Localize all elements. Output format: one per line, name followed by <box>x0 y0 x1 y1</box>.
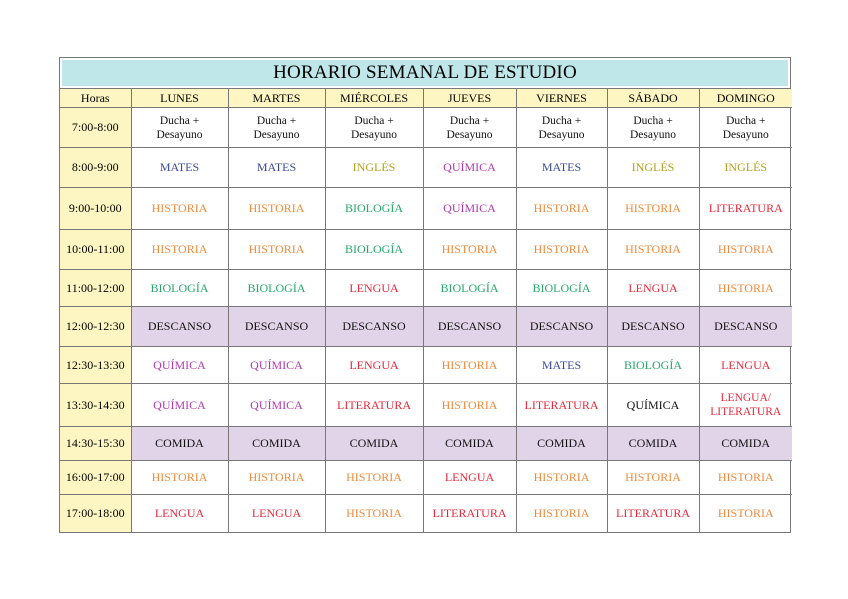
schedule-cell: INGLÉS <box>699 148 792 188</box>
schedule-cell: HISTORIA <box>516 230 607 270</box>
schedule-cell: HISTORIA <box>699 495 792 532</box>
hour-cell: 17:00-18:00 <box>60 495 131 532</box>
schedule-cell: HISTORIA <box>131 188 228 230</box>
hour-cell: 14:30-15:30 <box>60 427 131 461</box>
hour-cell: 13:30-14:30 <box>60 384 131 427</box>
schedule-cell: HISTORIA <box>325 461 423 495</box>
schedule-cell: DESCANSO <box>325 307 423 347</box>
schedule-cell: HISTORIA <box>325 495 423 532</box>
day-header-martes: MARTES <box>228 89 325 108</box>
schedule-cell: HISTORIA <box>228 461 325 495</box>
schedule-cell: HISTORIA <box>131 461 228 495</box>
schedule-cell: BIOLOGÍA <box>516 270 607 307</box>
schedule-cell: BIOLOGÍA <box>228 270 325 307</box>
schedule-cell: MATES <box>516 148 607 188</box>
schedule-cell: QUÍMICA <box>228 384 325 427</box>
schedule-cell: MATES <box>131 148 228 188</box>
schedule-cell: DESCANSO <box>423 307 516 347</box>
schedule-cell: LENGUA <box>699 347 792 384</box>
schedule-cell: MATES <box>228 148 325 188</box>
schedule-cell: QUÍMICA <box>423 148 516 188</box>
hour-cell: 10:00-11:00 <box>60 230 131 270</box>
schedule-cell: HISTORIA <box>516 188 607 230</box>
schedule-cell: DESCANSO <box>699 307 792 347</box>
schedule-cell: Ducha + Desayuno <box>699 108 792 148</box>
schedule-cell: INGLÉS <box>325 148 423 188</box>
day-header-jueves: JUEVES <box>423 89 516 108</box>
schedule-cell: HISTORIA <box>228 230 325 270</box>
table-row <box>60 495 792 532</box>
day-header-miercoles: MIÉRCOLES <box>325 89 423 108</box>
schedule-cell: HISTORIA <box>423 347 516 384</box>
schedule-cell: LENGUA <box>607 270 699 307</box>
schedule-cell: DESCANSO <box>131 307 228 347</box>
schedule-cell: COMIDA <box>228 427 325 461</box>
day-header-lunes: LUNES <box>131 89 228 108</box>
schedule-cell: HISTORIA <box>423 230 516 270</box>
schedule-cell: LENGUA <box>423 461 516 495</box>
schedule-cell: Ducha + Desayuno <box>607 108 699 148</box>
schedule-cell: HISTORIA <box>699 461 792 495</box>
schedule-body <box>60 108 792 532</box>
schedule-cell: HISTORIA <box>516 495 607 532</box>
schedule-cell: INGLÉS <box>607 148 699 188</box>
schedule-cell: LENGUA <box>131 495 228 532</box>
schedule-cell: QUÍMICA <box>607 384 699 427</box>
schedule-cell: LENGUA <box>228 495 325 532</box>
table-row <box>60 108 792 148</box>
schedule-cell: LITERATURA <box>699 188 792 230</box>
table-row <box>60 461 792 495</box>
title-bar <box>60 58 790 89</box>
page-title: HORARIO SEMANAL DE ESTUDIO <box>62 60 788 86</box>
schedule-cell: QUÍMICA <box>228 347 325 384</box>
table-row <box>60 347 792 384</box>
schedule-cell: BIOLOGÍA <box>325 230 423 270</box>
table-row <box>60 427 792 461</box>
hour-cell: 12:30-13:30 <box>60 347 131 384</box>
schedule-cell: LENGUA <box>325 270 423 307</box>
schedule-cell: HISTORIA <box>228 188 325 230</box>
table-row <box>60 307 792 347</box>
table-row <box>60 188 792 230</box>
schedule-cell: HISTORIA <box>699 230 792 270</box>
schedule-cell: LENGUA <box>325 347 423 384</box>
schedule-cell: HISTORIA <box>607 461 699 495</box>
schedule-cell: MATES <box>516 347 607 384</box>
schedule-cell: COMIDA <box>516 427 607 461</box>
schedule-cell: DESCANSO <box>228 307 325 347</box>
schedule-cell: LITERATURA <box>325 384 423 427</box>
schedule-cell: COMIDA <box>423 427 516 461</box>
schedule-cell: BIOLOGÍA <box>325 188 423 230</box>
schedule-cell: LITERATURA <box>607 495 699 532</box>
schedule-cell: COMIDA <box>607 427 699 461</box>
schedule-cell: BIOLOGÍA <box>423 270 516 307</box>
schedule-sheet <box>59 57 791 533</box>
schedule-cell: LENGUA/ LITERATURA <box>699 384 792 427</box>
schedule-cell: COMIDA <box>699 427 792 461</box>
schedule-cell: HISTORIA <box>131 230 228 270</box>
table-row <box>60 148 792 188</box>
table-row <box>60 230 792 270</box>
hour-cell: 16:00-17:00 <box>60 461 131 495</box>
schedule-cell: HISTORIA <box>516 461 607 495</box>
schedule-cell: Ducha + Desayuno <box>516 108 607 148</box>
schedule-cell: COMIDA <box>325 427 423 461</box>
table-row <box>60 270 792 307</box>
hour-cell: 12:00-12:30 <box>60 307 131 347</box>
schedule-cell: BIOLOGÍA <box>607 347 699 384</box>
hour-cell: 7:00-8:00 <box>60 108 131 148</box>
schedule-cell: Ducha + Desayuno <box>131 108 228 148</box>
day-header-domingo: DOMINGO <box>699 89 792 108</box>
hour-cell: 11:00-12:00 <box>60 270 131 307</box>
schedule-cell: LITERATURA <box>516 384 607 427</box>
schedule-cell: HISTORIA <box>699 270 792 307</box>
day-header-viernes: VIERNES <box>516 89 607 108</box>
day-header-sabado: SÁBADO <box>607 89 699 108</box>
schedule-cell: QUÍMICA <box>131 384 228 427</box>
schedule-table <box>60 89 792 532</box>
schedule-cell: DESCANSO <box>607 307 699 347</box>
hours-header: Horas <box>60 89 131 108</box>
schedule-cell: BIOLOGÍA <box>131 270 228 307</box>
hour-cell: 9:00-10:00 <box>60 188 131 230</box>
schedule-cell: Ducha + Desayuno <box>228 108 325 148</box>
table-row <box>60 384 792 427</box>
hour-cell: 8:00-9:00 <box>60 148 131 188</box>
schedule-cell: QUÍMICA <box>423 188 516 230</box>
schedule-cell: QUÍMICA <box>131 347 228 384</box>
schedule-cell: DESCANSO <box>516 307 607 347</box>
schedule-cell: COMIDA <box>131 427 228 461</box>
schedule-cell: HISTORIA <box>607 230 699 270</box>
schedule-cell: HISTORIA <box>607 188 699 230</box>
schedule-cell: Ducha + Desayuno <box>325 108 423 148</box>
schedule-cell: LITERATURA <box>423 495 516 532</box>
schedule-cell: Ducha + Desayuno <box>423 108 516 148</box>
header-row <box>60 89 792 108</box>
schedule-cell: HISTORIA <box>423 384 516 427</box>
